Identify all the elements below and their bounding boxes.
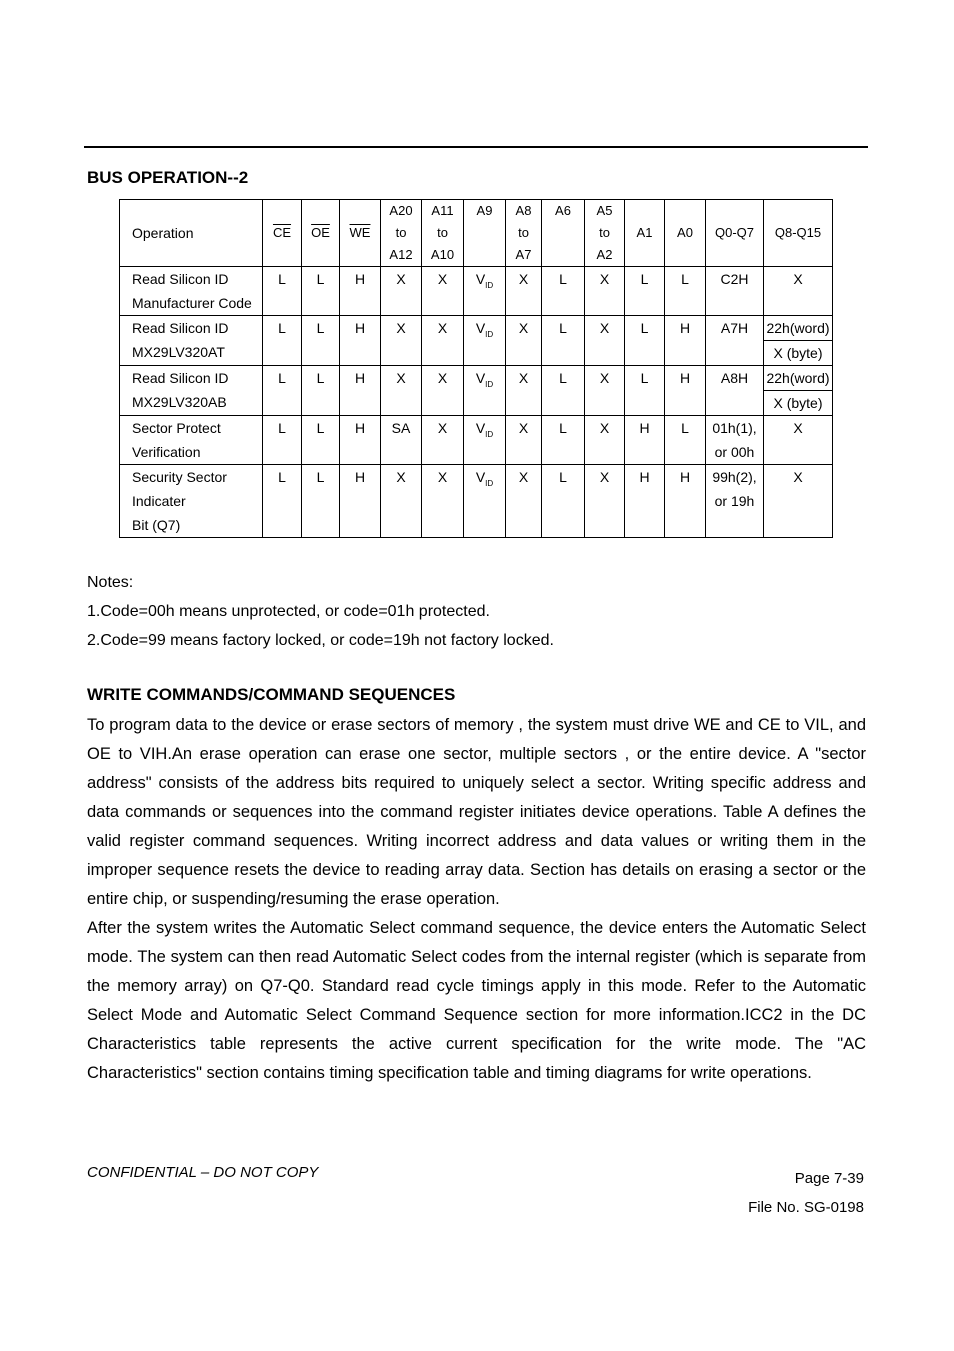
cell-oe: L [302, 465, 340, 538]
paragraph-1: To program data to the device or erase sectors of memory , the system must drive WE and CE to VIL, and OE to VIH.An erase operation can erase one sector, multiple sectors , or the entire device. A "sector address" consists of the address bits required to uniquely select a sector. Writing specific address and data commands or sequences into the command register initiates device operations. Table A defines the valid register command sequences. Writing incorrect address and data values or writing them in the improper sequence resets the device to reading array data. Section has details on erasing a sector or the entire chip, or suspending/resuming the erase operation. [87, 716, 866, 908]
table-row [120, 366, 833, 416]
cell-ce: L [263, 316, 302, 366]
table-row [120, 416, 833, 465]
cell-oe: L [302, 316, 340, 366]
cell-a11: X [422, 465, 464, 538]
cell-operation: Sector Protect Verification [120, 416, 263, 465]
cell-a8: X [506, 416, 542, 465]
cell-a20: SA [381, 416, 422, 465]
paragraph-2: After the system writes the Automatic Select command sequence, the device enters the Automatic Select mode. The system can then read Automatic Select codes from the internal register (which is separate from the memory array) on Q7-Q0. Standard read cycle timings apply in this mode. Refer to the Automatic Select Mode and Automatic Select Command Sequence section for more information.ICC2 in the DC Characteristics table represents the active current specification for the write mode. The "AC Characteristics" section contains timing specification table and timing diagrams for write operations. [87, 919, 866, 1082]
cell-oe: L [302, 267, 340, 316]
cell-a8: X [506, 465, 542, 538]
cell-a1: H [625, 416, 665, 465]
cell-a6: L [542, 267, 585, 316]
notes [87, 568, 554, 655]
cell-a1: L [625, 366, 665, 416]
cell-we: H [340, 316, 381, 366]
cell-ce: L [263, 366, 302, 416]
footer-page-number: Page 7-39 [794, 1170, 864, 1187]
cell-operation: Read Silicon ID MX29LV320AB [120, 366, 263, 416]
cell-a5: X [585, 465, 625, 538]
cell-q8-q15: X [764, 465, 833, 538]
cell-q0-q7: 99h(2), or 19h [706, 465, 764, 538]
cell-q0-q7: A8H [706, 366, 764, 416]
body-text [87, 711, 866, 1088]
cell-a1: H [625, 465, 665, 538]
cell-ce: L [263, 465, 302, 538]
cell-operation: Security Sector Indicater Bit (Q7) [120, 465, 263, 538]
cell-q0-q7: 01h(1), or 00h [706, 416, 764, 465]
cell-a20: X [381, 267, 422, 316]
cell-a1: L [625, 267, 665, 316]
cell-a6: L [542, 316, 585, 366]
cell-oe: L [302, 416, 340, 465]
cell-a6: L [542, 465, 585, 538]
cell-a6: L [542, 366, 585, 416]
cell-q8-q15: 22h(word) X (byte) [764, 366, 833, 416]
footer-file-number: File No. SG-0198 [748, 1199, 864, 1216]
header-oe: $\overline{OE}$ [302, 200, 340, 267]
cell-operation: Read Silicon ID MX29LV320AT [120, 316, 263, 366]
cell-we: H [340, 416, 381, 465]
header-a8-a7: A8 to A7 [506, 200, 542, 267]
cell-a11: X [422, 366, 464, 416]
write-commands-title: WRITE COMMANDS/COMMAND SEQUENCES [87, 685, 456, 704]
table-row [120, 267, 833, 316]
header-q0-q7: Q0-Q7 [706, 200, 764, 267]
cell-a5: X [585, 316, 625, 366]
cell-a9: $V_{ID}$ [464, 267, 506, 316]
footer-confidential: CONFIDENTIAL – DO NOT COPY [87, 1164, 319, 1181]
header-operation: Operation [120, 200, 263, 267]
header-a20-a12: A20 to A12 [381, 200, 422, 267]
cell-a11: X [422, 267, 464, 316]
note-1: 1.Code=00h means unprotected, or code=01h protected. [87, 603, 490, 620]
cell-a11: X [422, 416, 464, 465]
header-a5-a2: A5 to A2 [585, 200, 625, 267]
cell-a0: H [665, 316, 706, 366]
header-ce: $\overline{CE}$ [263, 200, 302, 267]
cell-a9: $V_{ID}$ [464, 316, 506, 366]
cell-a8: X [506, 267, 542, 316]
cell-a5: X [585, 416, 625, 465]
cell-a5: X [585, 267, 625, 316]
bus-operation-table [119, 199, 833, 538]
cell-operation: Read Silicon ID Manufacturer Code [120, 267, 263, 316]
cell-we: H [340, 465, 381, 538]
header-we: $\overline{WE}$ [340, 200, 381, 267]
cell-q8-q15: X [764, 416, 833, 465]
table-row [120, 465, 833, 538]
cell-a0: H [665, 465, 706, 538]
cell-a9: $V_{ID}$ [464, 366, 506, 416]
header-a0: A0 [665, 200, 706, 267]
notes-title: Notes: [87, 574, 134, 591]
cell-a20: X [381, 366, 422, 416]
cell-q8-q15: X [764, 267, 833, 316]
cell-a9: $V_{ID}$ [464, 416, 506, 465]
cell-we: H [340, 366, 381, 416]
header-a11-a10: A11 to A10 [422, 200, 464, 267]
cell-a11: X [422, 316, 464, 366]
header-rule [84, 146, 868, 148]
cell-a9: $V_{ID}$ [464, 465, 506, 538]
table-header-row [120, 200, 833, 267]
header-a9: A9 [464, 200, 506, 267]
cell-a20: X [381, 465, 422, 538]
cell-ce: L [263, 267, 302, 316]
cell-a8: X [506, 316, 542, 366]
cell-q0-q7: A7H [706, 316, 764, 366]
cell-a8: X [506, 366, 542, 416]
cell-a0: H [665, 366, 706, 416]
footer-page-info [748, 1164, 864, 1222]
cell-a6: L [542, 416, 585, 465]
cell-a0: L [665, 416, 706, 465]
cell-ce: L [263, 416, 302, 465]
cell-we: H [340, 267, 381, 316]
cell-a5: X [585, 366, 625, 416]
header-a1: A1 [625, 200, 665, 267]
header-a6: A6 [542, 200, 585, 267]
cell-a0: L [665, 267, 706, 316]
header-q8-q15: Q8-Q15 [764, 200, 833, 267]
cell-a1: L [625, 316, 665, 366]
cell-q8-q15: 22h(word) X (byte) [764, 316, 833, 366]
cell-a20: X [381, 316, 422, 366]
section-title: BUS OPERATION--2 [87, 168, 249, 187]
cell-oe: L [302, 366, 340, 416]
cell-q0-q7: C2H [706, 267, 764, 316]
note-2: 2.Code=99 means factory locked, or code=19h not factory locked. [87, 632, 554, 649]
table-row [120, 316, 833, 366]
